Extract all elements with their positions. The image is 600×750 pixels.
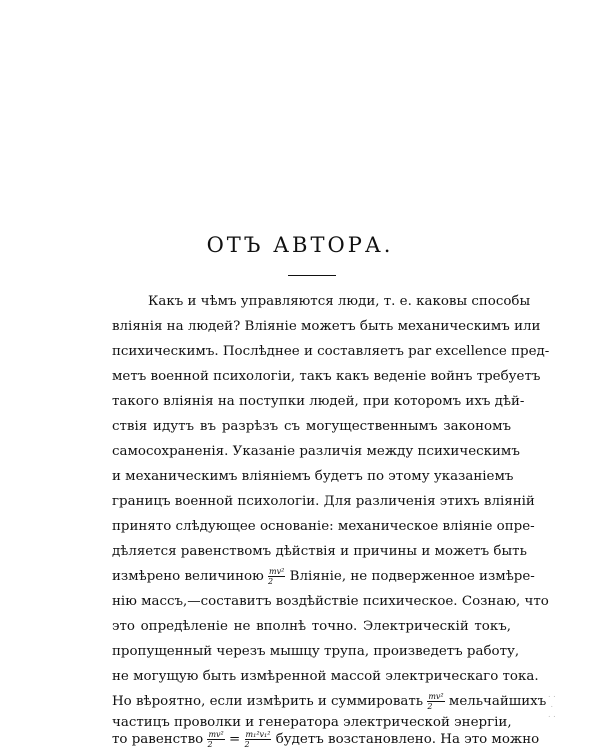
title-divider (288, 275, 336, 276)
formula-denominator: 2 (244, 740, 250, 749)
text-line-with-formula (112, 567, 535, 587)
text-line: дѣляется равенствомъ дѣйствія и причины и можетъ быть (112, 544, 527, 559)
text-segment: то равенство (112, 732, 204, 747)
text-line: метъ военной психологіи, такъ какъ веденіе войнъ требуетъ (112, 369, 541, 384)
formula-denominator: 2 (268, 577, 274, 586)
text-line-with-formula (112, 730, 540, 750)
text-line: вліянія на людей? Вліяніе можетъ быть механическимъ или (112, 319, 541, 334)
text-line: и механическимъ вліяніемъ будетъ по этому указаніемъ (112, 469, 514, 484)
text-segment: Но вѣроятно, если измѣрить и суммировать (112, 694, 424, 709)
margin-marks: . . . . . (548, 690, 556, 719)
text-line: не могущую быть измѣренной массой электрическаго тока. (112, 669, 539, 684)
text-line: Какъ и чѣмъ управляются люди, т. е. каковы способы (148, 294, 531, 309)
formula-denominator: 2 (427, 702, 433, 711)
equals-sign: = (229, 732, 241, 747)
text-line: это опредѣленіе не вполнѣ точно. Электрическій токъ, (112, 619, 511, 634)
text-line: границъ военной психологіи. Для различенія этихъ вліяній (112, 494, 535, 509)
text-line-with-formula (112, 692, 547, 712)
formula-numerator: mv² (208, 730, 224, 739)
text-segment: будетъ возстановлено. На это можно (275, 732, 540, 747)
text-segment: Вліяніе, не подверженное измѣре- (289, 569, 535, 584)
text-segment: измѣрено величиною (112, 569, 264, 584)
text-line: принято слѣдующее основаніе: механическое вліяніе опре- (112, 519, 535, 534)
text-line: пропущенный черезъ мышцу трупа, произведетъ работу, (112, 644, 520, 659)
formula-mv2 (268, 567, 285, 586)
text-line: психическимъ. Послѣднее и составляетъ par excellence пред- (112, 344, 550, 359)
page-title: ОТЪ АВТОРА. (206, 233, 394, 257)
formula-numerator: m₁²v₁² (245, 730, 271, 739)
formula-mv2 (207, 730, 224, 749)
text-line: такого вліянія на поступки людей, при которомъ ихъ дѣй- (112, 394, 525, 409)
text-line: ствія идутъ въ разрѣзъ съ могущественнымъ закономъ (112, 419, 511, 434)
text-line: нію массъ,—составитъ воздѣйствіе психическое. Сознаю, что (112, 594, 549, 609)
text-segment: мельчайшихъ (448, 694, 547, 709)
text-line: самосохраненія. Указаніе различія между психическимъ (112, 444, 520, 459)
formula-mv2 (427, 692, 444, 711)
formula-numerator: mv² (269, 567, 285, 576)
formula-numerator: mv² (428, 692, 444, 701)
text-line: частицъ проволки и генератора электрической энергіи, (112, 715, 512, 730)
formula-denominator: 2 (207, 740, 213, 749)
formula-mv2-sum (245, 730, 272, 749)
